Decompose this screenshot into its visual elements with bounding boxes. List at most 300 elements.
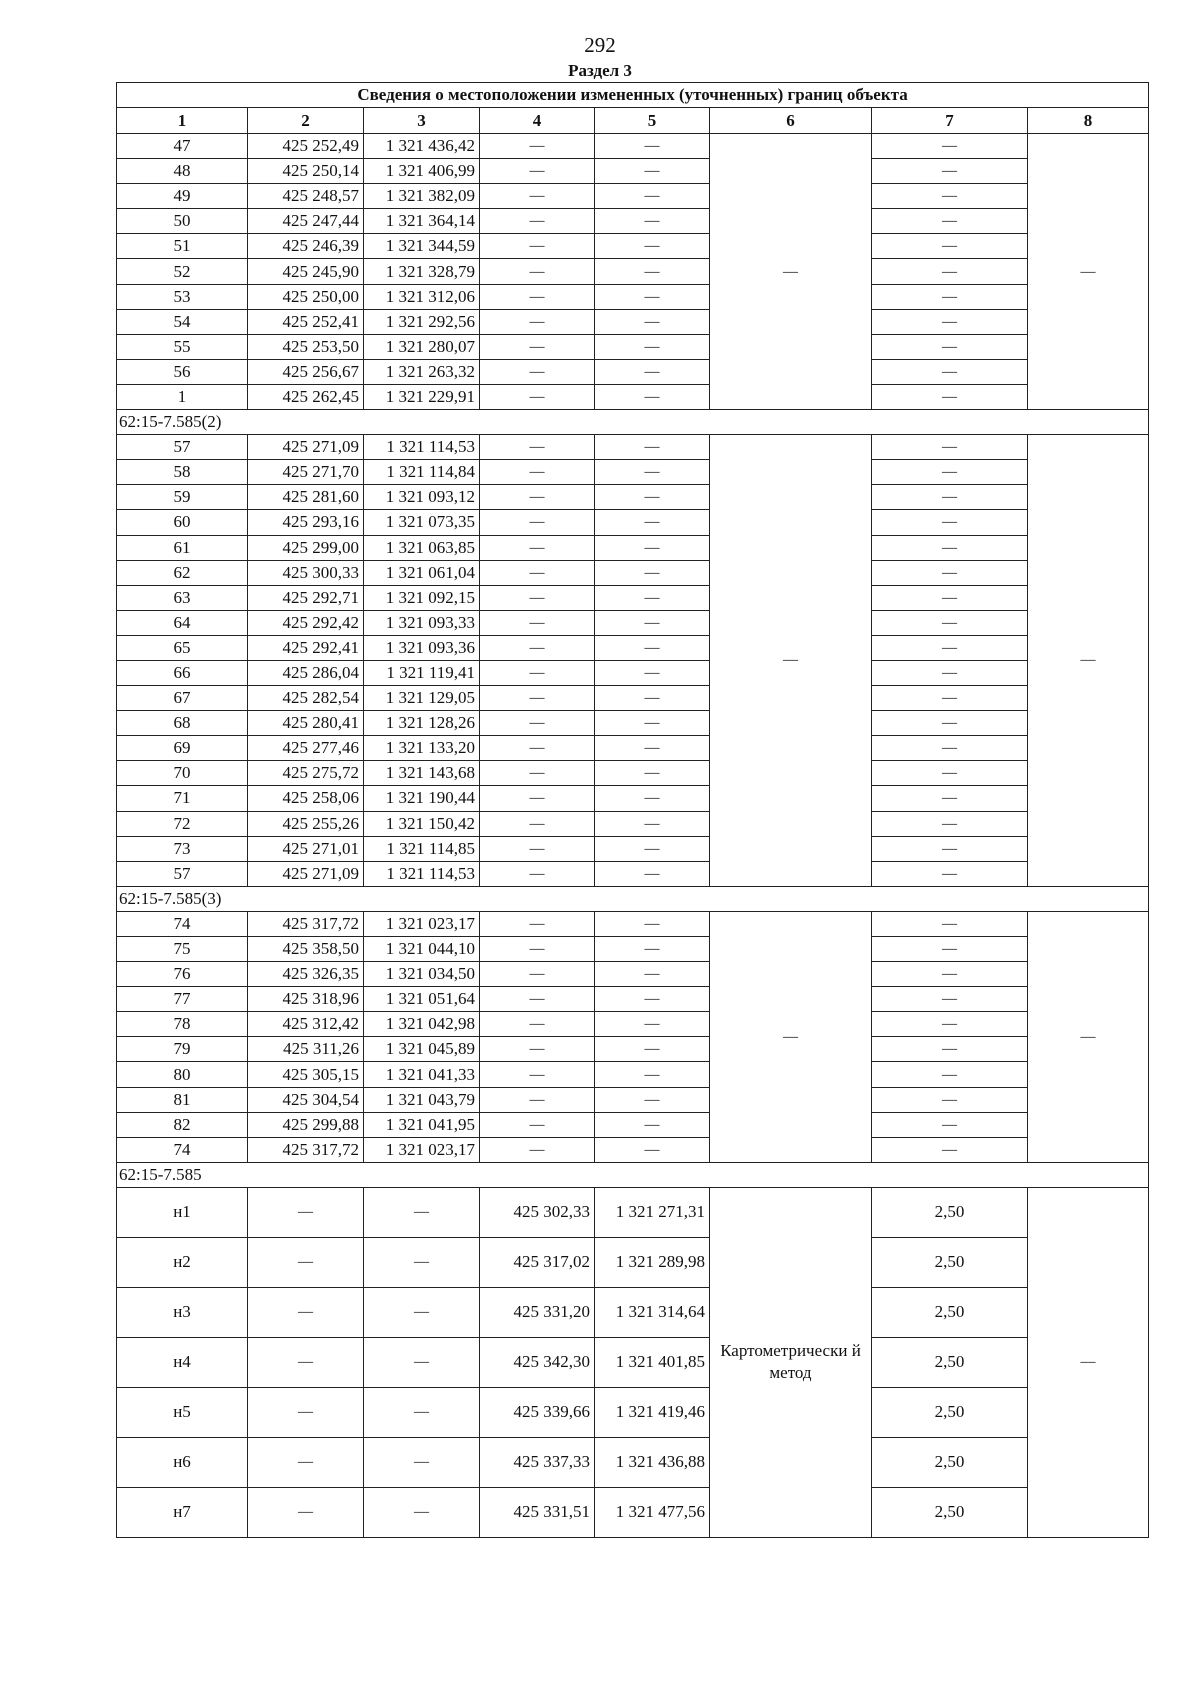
table-row xyxy=(117,1237,1149,1287)
new-y-cell: — xyxy=(595,510,710,535)
coordinate-y: 1 321 436,42 xyxy=(364,134,480,159)
new-x-cell: — xyxy=(480,1112,595,1137)
new-x-cell: — xyxy=(480,485,595,510)
new-x-cell: — xyxy=(480,761,595,786)
new-coordinate-y: 1 321 436,88 xyxy=(595,1437,710,1487)
precision-value: 2,50 xyxy=(872,1337,1028,1387)
point-number: н5 xyxy=(117,1387,248,1437)
coordinate-x: 425 256,67 xyxy=(248,359,364,384)
coordinate-x: 425 281,60 xyxy=(248,485,364,510)
table-row xyxy=(117,1062,1149,1087)
point-number: 77 xyxy=(117,987,248,1012)
table-row xyxy=(117,1337,1149,1387)
method-cell: — xyxy=(710,911,872,1162)
precision-cell: — xyxy=(872,485,1028,510)
table-row xyxy=(117,1137,1149,1162)
table-row xyxy=(117,359,1149,384)
coordinate-x: 425 292,41 xyxy=(248,635,364,660)
coordinate-x: 425 293,16 xyxy=(248,510,364,535)
table-caption-row xyxy=(117,83,1149,108)
section-label: 62:15-7.585(2) xyxy=(117,410,1149,435)
coordinate-y: 1 321 128,26 xyxy=(364,711,480,736)
precision-cell: — xyxy=(872,209,1028,234)
coordinate-y: 1 321 093,12 xyxy=(364,485,480,510)
coordinate-x: 425 250,14 xyxy=(248,159,364,184)
coordinate-x: 425 262,45 xyxy=(248,384,364,409)
new-y-cell: — xyxy=(595,1012,710,1037)
table-row xyxy=(117,334,1149,359)
coordinate-x: 425 311,26 xyxy=(248,1037,364,1062)
column-number: 2 xyxy=(248,108,364,134)
coordinate-x: 425 312,42 xyxy=(248,1012,364,1037)
section-label-row xyxy=(117,1162,1149,1187)
point-number: 51 xyxy=(117,234,248,259)
section-label: 62:15-7.585(3) xyxy=(117,886,1149,911)
precision-cell: — xyxy=(872,937,1028,962)
point-number: 48 xyxy=(117,159,248,184)
point-number: 74 xyxy=(117,1137,248,1162)
coordinate-x: 425 318,96 xyxy=(248,987,364,1012)
new-coordinate-x: 425 331,51 xyxy=(480,1487,595,1537)
new-coordinate-y: 1 321 401,85 xyxy=(595,1337,710,1387)
point-number: 60 xyxy=(117,510,248,535)
section-label: 62:15-7.585 xyxy=(117,1162,1149,1187)
point-number: 74 xyxy=(117,911,248,936)
precision-cell: — xyxy=(872,711,1028,736)
point-number: 64 xyxy=(117,610,248,635)
precision-value: 2,50 xyxy=(872,1387,1028,1437)
table-row xyxy=(117,510,1149,535)
new-y-cell: — xyxy=(595,134,710,159)
table-row xyxy=(117,836,1149,861)
table-row xyxy=(117,1487,1149,1537)
page-number: 292 xyxy=(584,33,616,57)
precision-cell: — xyxy=(872,384,1028,409)
new-y-cell: — xyxy=(595,660,710,685)
coordinate-y: 1 321 143,68 xyxy=(364,761,480,786)
precision-cell: — xyxy=(872,1087,1028,1112)
table-row xyxy=(117,309,1149,334)
coordinate-y: 1 321 051,64 xyxy=(364,987,480,1012)
old-y-cell: — xyxy=(364,1337,480,1387)
point-number: 66 xyxy=(117,660,248,685)
table-row xyxy=(117,560,1149,585)
description-cell: — xyxy=(1028,911,1149,1162)
new-coordinate-y: 1 321 271,31 xyxy=(595,1187,710,1237)
table-row xyxy=(117,1187,1149,1237)
point-number: н4 xyxy=(117,1337,248,1387)
coordinate-x: 425 317,72 xyxy=(248,911,364,936)
new-x-cell: — xyxy=(480,836,595,861)
coordinate-x: 425 286,04 xyxy=(248,660,364,685)
new-x-cell: — xyxy=(480,234,595,259)
point-number: 49 xyxy=(117,184,248,209)
point-number: н6 xyxy=(117,1437,248,1487)
description-cell: — xyxy=(1028,435,1149,887)
point-number: 1 xyxy=(117,384,248,409)
new-x-cell: — xyxy=(480,811,595,836)
coordinate-y: 1 321 114,84 xyxy=(364,460,480,485)
coordinate-x: 425 280,41 xyxy=(248,711,364,736)
new-y-cell: — xyxy=(595,610,710,635)
point-number: 75 xyxy=(117,937,248,962)
new-x-cell: — xyxy=(480,937,595,962)
coordinate-y: 1 321 114,53 xyxy=(364,861,480,886)
precision-cell: — xyxy=(872,610,1028,635)
point-number: 71 xyxy=(117,786,248,811)
table-row xyxy=(117,460,1149,485)
coordinate-y: 1 321 073,35 xyxy=(364,510,480,535)
new-y-cell: — xyxy=(595,535,710,560)
new-x-cell: — xyxy=(480,962,595,987)
new-x-cell: — xyxy=(480,1062,595,1087)
point-number: 80 xyxy=(117,1062,248,1087)
precision-value: 2,50 xyxy=(872,1487,1028,1537)
old-y-cell: — xyxy=(364,1487,480,1537)
new-y-cell: — xyxy=(595,585,710,610)
column-number: 6 xyxy=(710,108,872,134)
coordinate-x: 425 271,70 xyxy=(248,460,364,485)
coordinate-y: 1 321 133,20 xyxy=(364,736,480,761)
table-row xyxy=(117,987,1149,1012)
precision-cell: — xyxy=(872,309,1028,334)
coordinate-y: 1 321 406,99 xyxy=(364,159,480,184)
table-row xyxy=(117,911,1149,936)
old-x-cell: — xyxy=(248,1187,364,1237)
precision-cell: — xyxy=(872,786,1028,811)
table-row xyxy=(117,635,1149,660)
precision-cell: — xyxy=(872,736,1028,761)
new-y-cell: — xyxy=(595,159,710,184)
precision-cell: — xyxy=(872,560,1028,585)
coordinate-y: 1 321 041,95 xyxy=(364,1112,480,1137)
point-number: 47 xyxy=(117,134,248,159)
new-x-cell: — xyxy=(480,1087,595,1112)
point-number: 76 xyxy=(117,962,248,987)
point-number: 68 xyxy=(117,711,248,736)
precision-cell: — xyxy=(872,761,1028,786)
precision-cell: — xyxy=(872,686,1028,711)
new-coordinate-x: 425 331,20 xyxy=(480,1287,595,1337)
coordinate-x: 425 247,44 xyxy=(248,209,364,234)
new-y-cell: — xyxy=(595,1037,710,1062)
column-number: 3 xyxy=(364,108,480,134)
coordinate-y: 1 321 382,09 xyxy=(364,184,480,209)
point-number: 79 xyxy=(117,1037,248,1062)
new-y-cell: — xyxy=(595,234,710,259)
new-x-cell: — xyxy=(480,861,595,886)
table-row xyxy=(117,284,1149,309)
coordinate-y: 1 321 042,98 xyxy=(364,1012,480,1037)
new-x-cell: — xyxy=(480,1012,595,1037)
coordinate-x: 425 253,50 xyxy=(248,334,364,359)
new-y-cell: — xyxy=(595,209,710,234)
coordinate-x: 425 252,49 xyxy=(248,134,364,159)
point-number: н3 xyxy=(117,1287,248,1337)
point-number: н7 xyxy=(117,1487,248,1537)
coordinate-y: 1 321 312,06 xyxy=(364,284,480,309)
new-x-cell: — xyxy=(480,560,595,585)
precision-value: 2,50 xyxy=(872,1287,1028,1337)
table-row xyxy=(117,686,1149,711)
coordinate-y: 1 321 093,33 xyxy=(364,610,480,635)
precision-cell: — xyxy=(872,134,1028,159)
new-y-cell: — xyxy=(595,334,710,359)
coordinate-x: 425 271,09 xyxy=(248,861,364,886)
precision-cell: — xyxy=(872,334,1028,359)
new-x-cell: — xyxy=(480,334,595,359)
new-x-cell: — xyxy=(480,460,595,485)
new-y-cell: — xyxy=(595,1062,710,1087)
new-x-cell: — xyxy=(480,660,595,685)
new-coordinate-x: 425 339,66 xyxy=(480,1387,595,1437)
precision-cell: — xyxy=(872,359,1028,384)
coordinate-x: 425 275,72 xyxy=(248,761,364,786)
new-x-cell: — xyxy=(480,736,595,761)
coordinate-y: 1 321 034,50 xyxy=(364,962,480,987)
precision-cell: — xyxy=(872,460,1028,485)
new-y-cell: — xyxy=(595,460,710,485)
table-row xyxy=(117,184,1149,209)
precision-cell: — xyxy=(872,510,1028,535)
old-y-cell: — xyxy=(364,1237,480,1287)
precision-cell: — xyxy=(872,234,1028,259)
coordinate-y: 1 321 292,56 xyxy=(364,309,480,334)
table-row xyxy=(117,811,1149,836)
table-row xyxy=(117,435,1149,460)
new-y-cell: — xyxy=(595,259,710,284)
table-row xyxy=(117,585,1149,610)
old-x-cell: — xyxy=(248,1387,364,1437)
coordinate-x: 425 300,33 xyxy=(248,560,364,585)
new-x-cell: — xyxy=(480,711,595,736)
table-row xyxy=(117,535,1149,560)
new-y-cell: — xyxy=(595,736,710,761)
new-y-cell: — xyxy=(595,384,710,409)
coordinate-y: 1 321 092,15 xyxy=(364,585,480,610)
new-y-cell: — xyxy=(595,962,710,987)
table-row xyxy=(117,485,1149,510)
coordinate-x: 425 277,46 xyxy=(248,736,364,761)
new-x-cell: — xyxy=(480,209,595,234)
new-y-cell: — xyxy=(595,635,710,660)
coordinate-y: 1 321 150,42 xyxy=(364,811,480,836)
coordinate-y: 1 321 061,04 xyxy=(364,560,480,585)
new-y-cell: — xyxy=(595,786,710,811)
point-number: 82 xyxy=(117,1112,248,1137)
new-y-cell: — xyxy=(595,359,710,384)
new-coordinate-y: 1 321 289,98 xyxy=(595,1237,710,1287)
precision-cell: — xyxy=(872,962,1028,987)
point-number: 65 xyxy=(117,635,248,660)
new-y-cell: — xyxy=(595,560,710,585)
table-caption: Сведения о местоположении измененных (уточненных) границ объекта xyxy=(117,83,1149,108)
coordinate-x: 425 245,90 xyxy=(248,259,364,284)
new-y-cell: — xyxy=(595,435,710,460)
coordinate-y: 1 321 023,17 xyxy=(364,911,480,936)
coordinate-y: 1 321 129,05 xyxy=(364,686,480,711)
coordinate-x: 425 252,41 xyxy=(248,309,364,334)
coordinate-x: 425 304,54 xyxy=(248,1087,364,1112)
new-x-cell: — xyxy=(480,635,595,660)
old-x-cell: — xyxy=(248,1337,364,1387)
method-text: Картометрически й метод xyxy=(710,1187,872,1537)
new-y-cell: — xyxy=(595,1137,710,1162)
table-row xyxy=(117,1037,1149,1062)
new-x-cell: — xyxy=(480,510,595,535)
precision-cell: — xyxy=(872,660,1028,685)
new-x-cell: — xyxy=(480,284,595,309)
coordinate-y: 1 321 093,36 xyxy=(364,635,480,660)
coordinate-x: 425 305,15 xyxy=(248,1062,364,1087)
table-row xyxy=(117,1087,1149,1112)
point-number: 78 xyxy=(117,1012,248,1037)
table-row xyxy=(117,660,1149,685)
new-y-cell: — xyxy=(595,184,710,209)
coordinate-y: 1 321 328,79 xyxy=(364,259,480,284)
description-cell: — xyxy=(1028,1187,1149,1537)
point-number: 72 xyxy=(117,811,248,836)
coordinate-x: 425 292,71 xyxy=(248,585,364,610)
old-y-cell: — xyxy=(364,1437,480,1487)
new-x-cell: — xyxy=(480,585,595,610)
old-y-cell: — xyxy=(364,1187,480,1237)
new-x-cell: — xyxy=(480,359,595,384)
new-coordinate-y: 1 321 477,56 xyxy=(595,1487,710,1537)
table-row xyxy=(117,736,1149,761)
table-row xyxy=(117,1287,1149,1337)
coordinate-y: 1 321 045,89 xyxy=(364,1037,480,1062)
table-row xyxy=(117,1437,1149,1487)
point-number: н2 xyxy=(117,1237,248,1287)
coordinate-x: 425 299,88 xyxy=(248,1112,364,1137)
coordinate-y: 1 321 364,14 xyxy=(364,209,480,234)
table-row xyxy=(117,786,1149,811)
precision-cell: — xyxy=(872,585,1028,610)
new-x-cell: — xyxy=(480,1137,595,1162)
coordinate-x: 425 299,00 xyxy=(248,535,364,560)
new-y-cell: — xyxy=(595,761,710,786)
column-number: 7 xyxy=(872,108,1028,134)
new-x-cell: — xyxy=(480,987,595,1012)
new-y-cell: — xyxy=(595,485,710,510)
coordinate-x: 425 258,06 xyxy=(248,786,364,811)
table-row xyxy=(117,234,1149,259)
point-number: 59 xyxy=(117,485,248,510)
point-number: 54 xyxy=(117,309,248,334)
coordinate-y: 1 321 229,91 xyxy=(364,384,480,409)
coordinate-y: 1 321 043,79 xyxy=(364,1087,480,1112)
table-row xyxy=(117,134,1149,159)
coordinate-x: 425 248,57 xyxy=(248,184,364,209)
new-y-cell: — xyxy=(595,284,710,309)
new-coordinate-x: 425 342,30 xyxy=(480,1337,595,1387)
new-coordinate-y: 1 321 314,64 xyxy=(595,1287,710,1337)
coordinate-x: 425 250,00 xyxy=(248,284,364,309)
new-x-cell: — xyxy=(480,686,595,711)
precision-value: 2,50 xyxy=(872,1437,1028,1487)
precision-cell: — xyxy=(872,911,1028,936)
new-y-cell: — xyxy=(595,811,710,836)
column-number: 5 xyxy=(595,108,710,134)
column-numbers-row xyxy=(117,108,1149,134)
new-y-cell: — xyxy=(595,711,710,736)
precision-cell: — xyxy=(872,284,1028,309)
table-row xyxy=(117,861,1149,886)
coordinate-x: 425 326,35 xyxy=(248,962,364,987)
point-number: 52 xyxy=(117,259,248,284)
new-coordinate-x: 425 337,33 xyxy=(480,1437,595,1487)
precision-cell: — xyxy=(872,987,1028,1012)
new-x-cell: — xyxy=(480,184,595,209)
new-y-cell: — xyxy=(595,911,710,936)
point-number: 73 xyxy=(117,836,248,861)
point-number: 58 xyxy=(117,460,248,485)
column-number: 4 xyxy=(480,108,595,134)
precision-cell: — xyxy=(872,535,1028,560)
table-row xyxy=(117,159,1149,184)
boundary-coordinates-table xyxy=(116,82,1149,1538)
coordinate-y: 1 321 114,53 xyxy=(364,435,480,460)
new-x-cell: — xyxy=(480,309,595,334)
precision-cell: — xyxy=(872,435,1028,460)
coordinate-y: 1 321 119,41 xyxy=(364,660,480,685)
precision-cell: — xyxy=(872,1037,1028,1062)
new-y-cell: — xyxy=(595,987,710,1012)
new-x-cell: — xyxy=(480,610,595,635)
new-x-cell: — xyxy=(480,535,595,560)
point-number: 62 xyxy=(117,560,248,585)
coordinate-y: 1 321 190,44 xyxy=(364,786,480,811)
table-row xyxy=(117,1387,1149,1437)
method-cell: — xyxy=(710,134,872,410)
table-row xyxy=(117,610,1149,635)
new-x-cell: — xyxy=(480,384,595,409)
old-x-cell: — xyxy=(248,1437,364,1487)
new-y-cell: — xyxy=(595,1112,710,1137)
coordinate-x: 425 271,01 xyxy=(248,836,364,861)
method-cell: — xyxy=(710,435,872,887)
point-number: 67 xyxy=(117,686,248,711)
point-number: 57 xyxy=(117,435,248,460)
coordinate-x: 425 292,42 xyxy=(248,610,364,635)
precision-value: 2,50 xyxy=(872,1237,1028,1287)
new-x-cell: — xyxy=(480,1037,595,1062)
coordinate-x: 425 271,09 xyxy=(248,435,364,460)
column-number: 8 xyxy=(1028,108,1149,134)
table-row xyxy=(117,384,1149,409)
section-label-row xyxy=(117,410,1149,435)
precision-cell: — xyxy=(872,811,1028,836)
coordinate-x: 425 358,50 xyxy=(248,937,364,962)
old-x-cell: — xyxy=(248,1487,364,1537)
new-coordinate-y: 1 321 419,46 xyxy=(595,1387,710,1437)
new-coordinate-x: 425 302,33 xyxy=(480,1187,595,1237)
new-y-cell: — xyxy=(595,836,710,861)
section-label-row xyxy=(117,886,1149,911)
new-x-cell: — xyxy=(480,435,595,460)
precision-cell: — xyxy=(872,635,1028,660)
coordinate-y: 1 321 023,17 xyxy=(364,1137,480,1162)
coordinate-x: 425 317,72 xyxy=(248,1137,364,1162)
precision-cell: — xyxy=(872,1112,1028,1137)
new-y-cell: — xyxy=(595,937,710,962)
new-x-cell: — xyxy=(480,134,595,159)
table-row xyxy=(117,209,1149,234)
point-number: 50 xyxy=(117,209,248,234)
table-row xyxy=(117,711,1149,736)
coordinate-x: 425 282,54 xyxy=(248,686,364,711)
